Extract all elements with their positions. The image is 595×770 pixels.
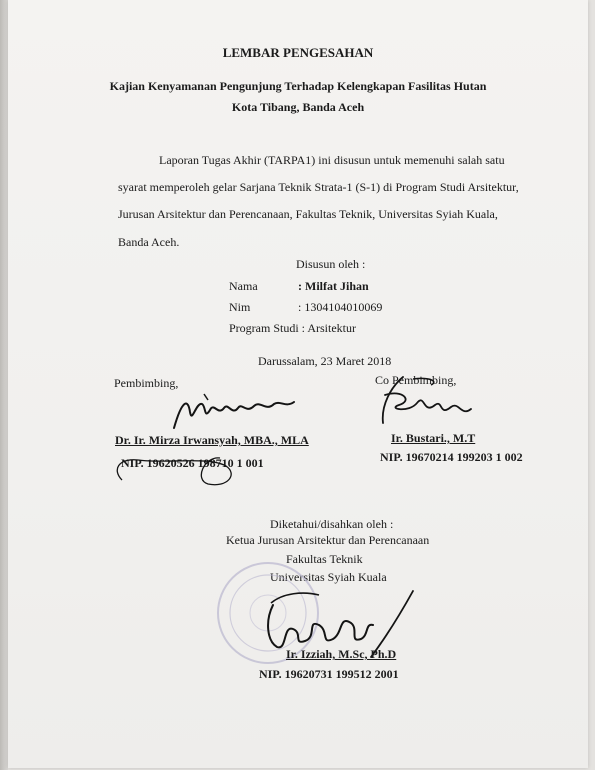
- paragraph-line-2: syarat memperoleh gelar Sarjana Teknik Strata-1 (S-1) di Program Studi Arsitektur,: [118, 180, 519, 194]
- approval-line-2: Fakultas Teknik: [286, 552, 363, 566]
- title-line-2: Kota Tibang, Banda Aceh: [231, 100, 365, 114]
- department-head-nip: NIP. 19620731 199512 2001: [259, 667, 399, 681]
- approval-heading: Diketahui/disahkan oleh :: [270, 517, 394, 531]
- place-date: Darussalam, 23 Maret 2018: [258, 354, 392, 368]
- title-line-1: Kajian Kenyamanan Pengunjung Terhadap Kelengkapan Fasilitas Hutan: [109, 79, 487, 93]
- department-head-name: Ir. Izziah, M.Sc, Ph.D: [286, 647, 397, 661]
- paragraph-line-3: Jurusan Arsitektur dan Perencanaan, Fakultas Teknik, Universitas Syiah Kuala,: [118, 207, 498, 221]
- supervisor-nip: NIP. 19620526 198710 1 001: [121, 456, 264, 470]
- document-page: [8, 0, 588, 768]
- paragraph-line-4: Banda Aceh.: [118, 235, 180, 249]
- nim-label: Nim: [229, 300, 251, 314]
- book-spine-edge: [0, 0, 8, 770]
- approval-line-1: Ketua Jurusan Arsitektur dan Perencanaan: [226, 533, 430, 547]
- co-supervisor-nip: NIP. 19670214 199203 1 002: [380, 450, 523, 464]
- supervisor-name: Dr. Ir. Mirza Irwansyah, MBA., MLA: [115, 433, 309, 447]
- co-supervisor-signature: [373, 375, 483, 435]
- signature-loop-mark: [108, 430, 288, 490]
- author-heading: Disusun oleh :: [296, 257, 366, 271]
- program-line: Program Studi : Arsitektur: [229, 321, 356, 335]
- name-label: Nama: [229, 279, 258, 293]
- paragraph-line-1: Laporan Tugas Akhir (TARPA1) ini disusun untuk memenuhi salah satu: [159, 153, 505, 167]
- co-supervisor-label: Co Pembimbing,: [375, 373, 457, 387]
- document-title: [8, 79, 588, 115]
- nim-value: : 1304104010069: [298, 300, 383, 314]
- name-value: : Milfat Jihan: [298, 279, 369, 293]
- supervisor-label: Pembimbing,: [114, 376, 179, 390]
- co-supervisor-name: Ir. Bustari., M.T: [391, 431, 476, 445]
- page-heading: LEMBAR PENGESAHAN: [222, 45, 374, 60]
- approval-line-3: Universitas Syiah Kuala: [270, 570, 387, 584]
- supervisor-signature: [168, 390, 308, 435]
